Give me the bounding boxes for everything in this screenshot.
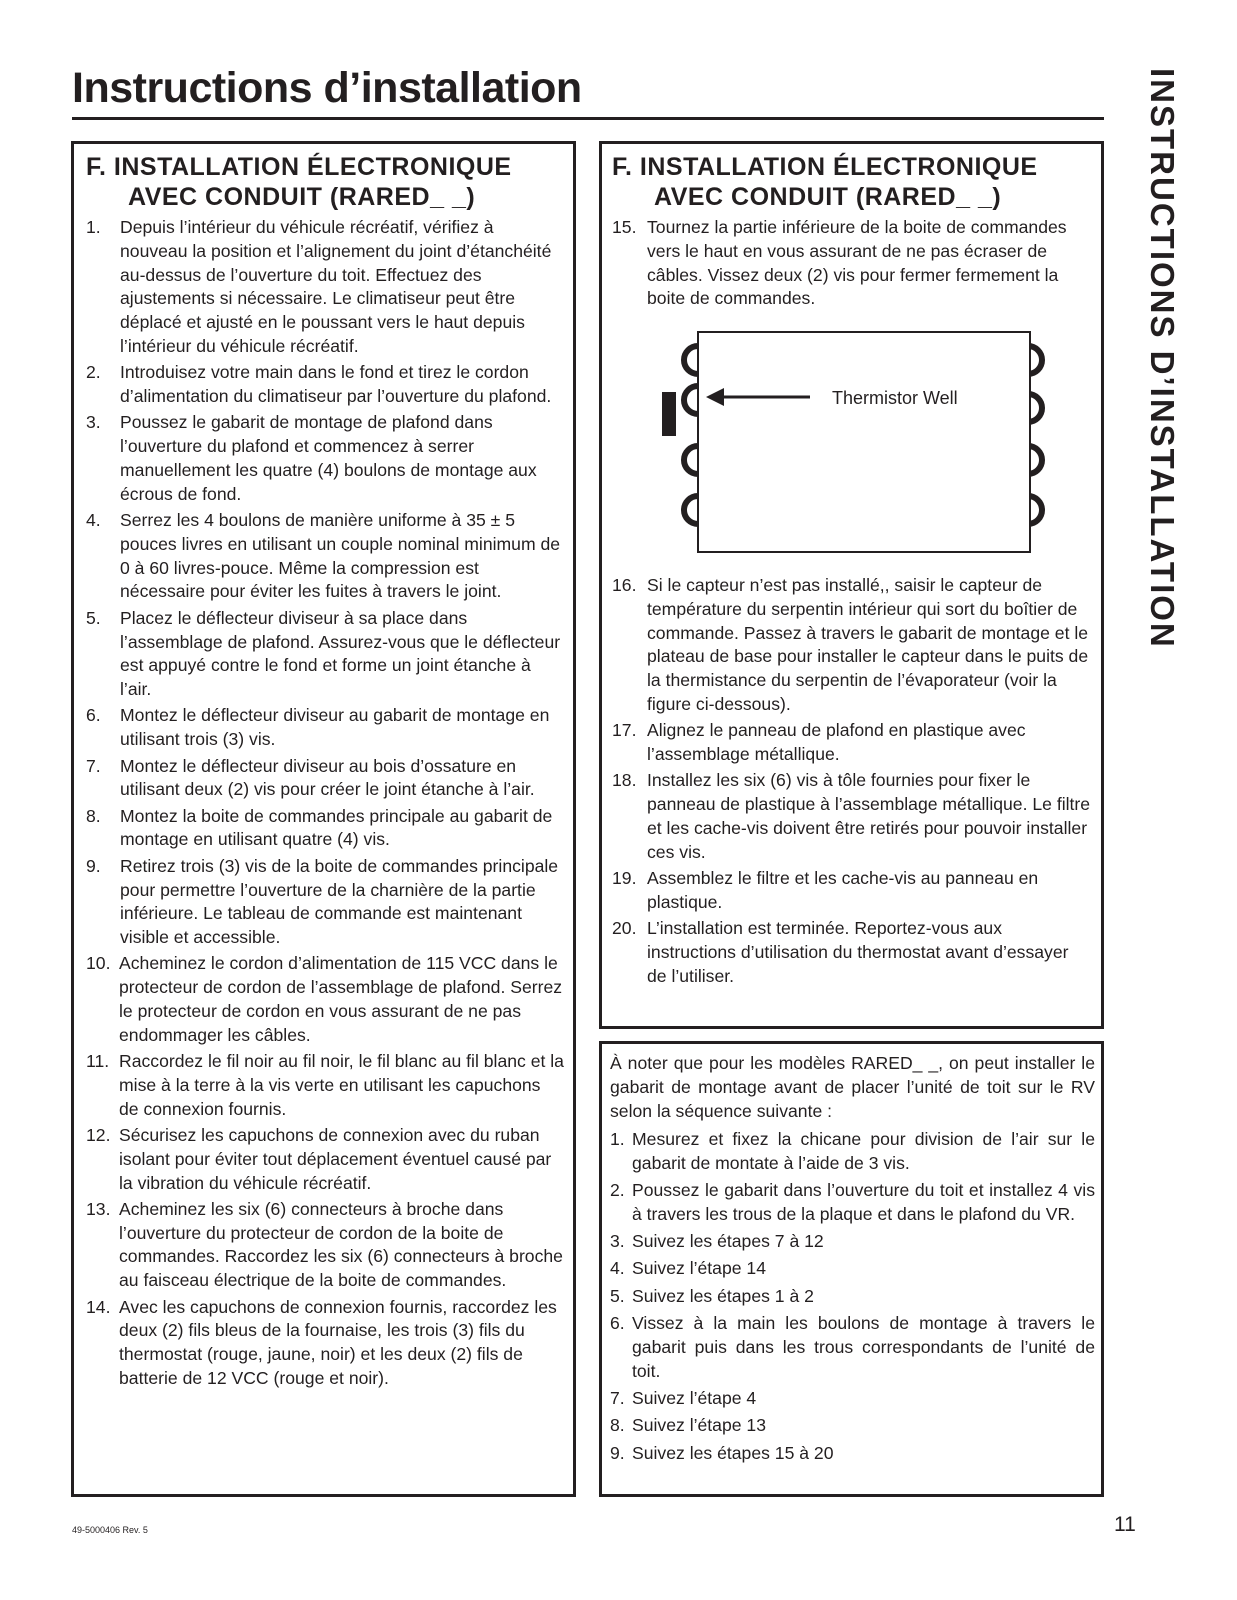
step-text: Acheminez le cordon d’alimentation de 115 VCC dans le protecteur de cordon de l’assemblage de plafond. Serrez le protecteur de cordon en vous assurant de ne pas endommager les câbles.	[119, 953, 563, 1045]
step-text: Avec les capuchons de connexion fournis, raccordez les deux (2) fils bleus de la fournaise, les trois (3) fils du thermostat (rouge, jaune, noir) et les deux (2) fils de batterie de 12 VCC (rouge et noir).	[119, 1296, 557, 1388]
step-text: L’installation est terminée. Reportez-vous aux instructions d’utilisation du thermostat avant d’essayer de l’utiliser.	[647, 918, 1069, 986]
step-number: 20.	[612, 918, 637, 939]
step-text: Depuis l’intérieur du véhicule récréatif, vérifiez à nouveau la position et l’alignement du joint d’étanchéité au-dessus de l’ouverture du toit. Effectuez des ajustements si nécessaire. Le climatiseur peut être déplacé et ajusté en le poussant vers le haut depuis l’intérieur du véhicule récréatif.	[120, 217, 552, 356]
step-text: Raccordez le fil noir au fil noir, le fil blanc au fil blanc et la mise à la terre à la vis verte en utilisant les capuchons de connexion fournis.	[119, 1051, 564, 1119]
list-item	[612, 867, 1092, 915]
right-box-heading	[612, 152, 1038, 212]
left-coil-loops	[684, 346, 698, 524]
step-text: Suivez l’étape 14	[632, 1258, 766, 1279]
step-text: Serrez les 4 boulons de manière uniforme à 35 ± 5 pouces livres en utilisant un couple nominal minimum de 0 à 60 livres-pouce. Même la compression est nécessaire pour éviter les fuites à travers le joint.	[120, 510, 561, 602]
list-item	[86, 361, 564, 409]
side-tab-label: INSTRUCTIONS D’INSTALLATION	[1144, 68, 1181, 649]
step-text: Acheminez les six (6) connecteurs à broche dans l’ouverture du protecteur de cordon de la boite de commandes. Raccordez les six (6) connecteurs à broche au faisceau électrique de la boite de commandes.	[119, 1198, 563, 1291]
list-item	[610, 1414, 1095, 1438]
step-number: 8.	[610, 1415, 625, 1436]
step-number: 3.	[86, 412, 101, 433]
step-number: 3.	[610, 1231, 625, 1252]
left-steps-list	[86, 216, 564, 1393]
step-text: Suivez l’étape 13	[632, 1415, 766, 1436]
step-text: Assemblez le filtre et les cache-vis au panneau en plastique.	[647, 868, 1039, 912]
step-text: Mesurez et fixez la chicane pour division de l’air sur le gabarit de montate à l’aide de 3 vis.	[632, 1129, 1095, 1173]
step-number: 16.	[612, 575, 637, 595]
step-number: 1.	[610, 1129, 625, 1149]
list-item	[86, 1124, 564, 1195]
step-text: Sécurisez les capuchons de connexion avec du ruban isolant pour éviter tout déplacement éventuel causé par la vibration du véhicule récréatif.	[119, 1124, 552, 1193]
step-number: 7.	[86, 755, 101, 776]
step-number: 5.	[610, 1285, 625, 1306]
thermistor-well-block	[662, 392, 676, 436]
step-text: Montez le déflecteur diviseur au gabarit de montage en utilisant trois (3) vis.	[120, 705, 550, 750]
list-item	[612, 917, 1092, 988]
step-number: 4.	[610, 1258, 625, 1279]
step-number: 19.	[612, 868, 637, 889]
list-item	[86, 1050, 564, 1121]
note-intro: À noter que pour les modèles RARED_ _, on peut installer le gabarit de montage avant de placer l’unité de toit sur le RV selon la séquence suivante :	[610, 1053, 1095, 1121]
document-code: 49-5000406 Rev. 5	[72, 1525, 148, 1535]
step-text: Montez la boite de commandes principale au gabarit de montage en utilisant quatre (4) vis.	[120, 805, 553, 850]
step-number: 1.	[86, 217, 101, 237]
step-number: 9.	[610, 1442, 625, 1463]
list-item	[612, 769, 1092, 864]
step-number: 12.	[86, 1124, 111, 1145]
list-item	[86, 755, 564, 803]
note-steps-list	[610, 1128, 1095, 1469]
right-heading-line1: F. INSTALLATION ÉLECTRONIQUE	[612, 153, 1038, 181]
step-number: 15.	[612, 217, 637, 237]
list-item	[86, 216, 564, 359]
list-item	[612, 574, 1092, 717]
step-text: Poussez le gabarit dans l’ouverture du toit et installez 4 vis à travers les trous de la plaque et dans le plafond du VR.	[632, 1180, 1095, 1224]
step-text: Suivez les étapes 1 à 2	[632, 1285, 814, 1306]
left-box-heading	[86, 152, 512, 212]
list-item	[612, 216, 1092, 311]
right-steps-top-list	[612, 216, 1092, 314]
coil-housing	[698, 332, 1030, 552]
step-number: 8.	[86, 805, 101, 826]
note-box	[599, 1041, 1104, 1497]
step-text: Suivez les étapes 7 à 12	[632, 1231, 824, 1252]
list-item	[610, 1285, 1095, 1309]
step-number: 13.	[86, 1198, 111, 1219]
step-text: Suivez l’étape 4	[632, 1387, 757, 1408]
step-text: Suivez les étapes 15 à 20	[632, 1442, 834, 1463]
step-number: 10.	[86, 953, 111, 974]
step-text: Placez le déflecteur diviseur à sa place dans l’assemblage de plafond. Assurez-vous que le déflecteur est appuyé contre le fond et forme un joint étanche à l’air.	[120, 607, 561, 700]
list-item	[612, 719, 1092, 767]
step-text: Installez les six (6) vis à tôle fournies pour fixer le panneau de plastique à l’assemblage métallique. Le filtre et les cache-vis doivent être retirés pour pouvoir installer ces vis.	[647, 770, 1091, 862]
step-number: 2.	[610, 1180, 625, 1201]
step-text: Poussez le gabarit de montage de plafond dans l’ouverture du plafond et commencez à serrer manuellement les quatre (4) boulons de montage aux écrous de fond.	[120, 412, 537, 504]
list-item	[86, 411, 564, 506]
title-rule	[72, 117, 1104, 120]
list-item	[86, 1198, 564, 1293]
step-text: Montez le déflecteur diviseur au bois d’ossature en utilisant deux (2) vis pour créer le joint étanche à l’air.	[120, 755, 535, 800]
step-text: Alignez le panneau de plafond en plastique avec l’assemblage métallique.	[647, 720, 1026, 765]
page-number: 11	[1114, 1513, 1136, 1536]
step-text: Tournez la partie inférieure de la boite de commandes vers le haut en vous assurant de ne pas écraser de câbles. Vissez deux (2) vis pour fermer fermement la boite de commandes.	[647, 217, 1067, 309]
list-item	[610, 1257, 1095, 1281]
left-instructions-box	[71, 141, 576, 1497]
list-item	[610, 1387, 1095, 1411]
left-heading-line2: AVEC CONDUIT (RARED_ _)	[128, 183, 476, 211]
list-item	[610, 1312, 1095, 1383]
step-number: 7.	[610, 1387, 625, 1408]
list-item	[610, 1128, 1095, 1176]
left-heading-line1: F. INSTALLATION ÉLECTRONIQUE	[86, 153, 512, 181]
figure-label: Thermistor Well	[832, 388, 958, 408]
step-number: 2.	[86, 362, 101, 383]
page-title: Instructions d’installation	[72, 64, 582, 112]
list-item	[86, 1296, 564, 1391]
step-number: 17.	[612, 720, 637, 741]
list-item	[86, 704, 564, 752]
step-number: 18.	[612, 770, 637, 791]
list-item	[86, 607, 564, 702]
list-item	[86, 805, 564, 853]
step-number: 4.	[86, 510, 101, 531]
step-text: Retirez trois (3) vis de la boite de commandes principale pour permettre l’ouverture de la charnière de la partie inférieure. Le tableau de commande est maintenant visible et accessible.	[120, 855, 559, 948]
step-number: 11.	[86, 1051, 110, 1072]
step-number: 6.	[86, 705, 101, 726]
right-instructions-box	[599, 141, 1104, 1029]
right-steps-bottom-list	[612, 574, 1092, 991]
list-item	[86, 952, 564, 1047]
step-text: Introduisez votre main dans le fond et tirez le cordon d’alimentation du climatiseur par l’ouverture du plafond.	[120, 362, 552, 407]
list-item	[610, 1230, 1095, 1254]
step-number: 9.	[86, 855, 101, 876]
step-text: Vissez à la main les boulons de montage à travers le gabarit puis dans les trous correspondants de l’unité de toit.	[632, 1313, 1095, 1381]
list-item	[86, 509, 564, 604]
step-number: 5.	[86, 607, 101, 628]
step-number: 14.	[86, 1296, 111, 1317]
step-text: Si le capteur n’est pas installé,, saisir le capteur de température du serpentin intérieur qui sort du boîtier de commande. Passez à travers le gabarit de montage et le plateau de base pour installer le capteur dans le puits de la thermistance du serpentin de l’évaporateur (voir la figure ci-dessous).	[647, 575, 1089, 714]
list-item	[610, 1442, 1095, 1466]
list-item	[610, 1179, 1095, 1227]
thermistor-well-figure	[662, 324, 1062, 564]
right-heading-line2: AVEC CONDUIT (RARED_ _)	[654, 183, 1002, 211]
step-number: 6.	[610, 1313, 625, 1334]
list-item	[86, 855, 564, 950]
